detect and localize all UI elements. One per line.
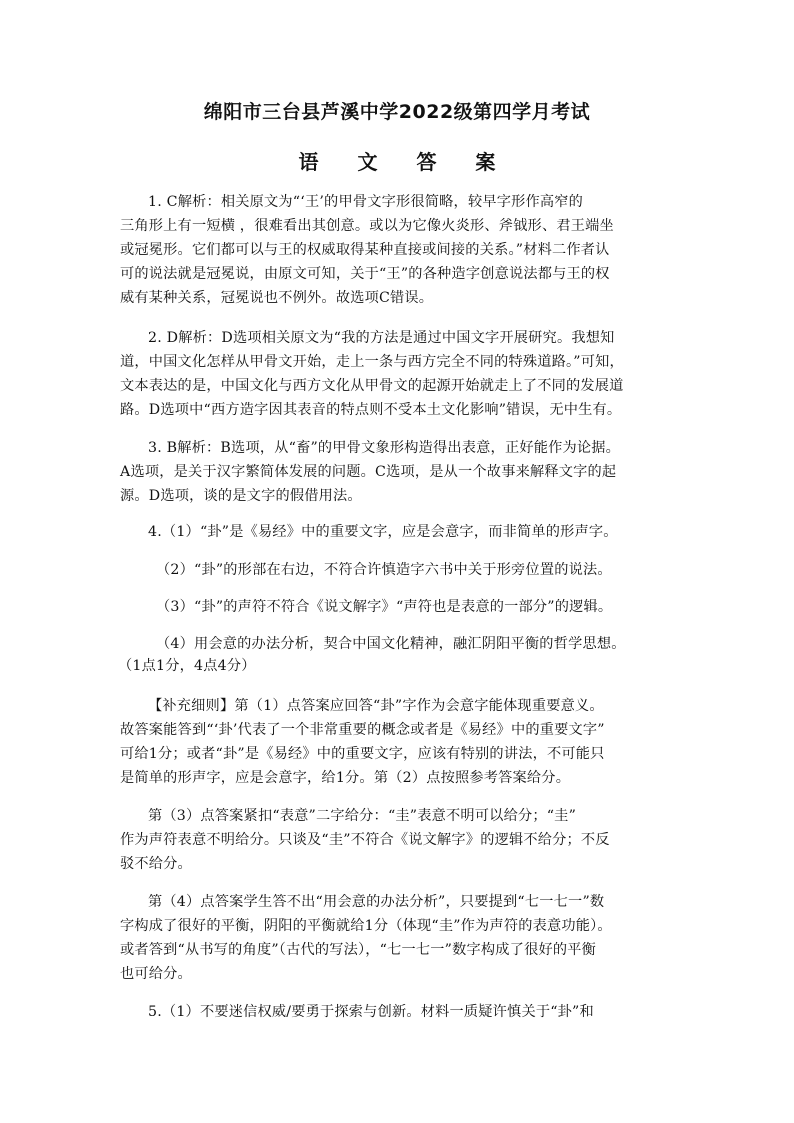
text-line: 也可给分。 xyxy=(120,966,192,982)
text-line: 字构成了很好的平衡，阴阳的平衡就给1分（体现“圭”作为声符的表意功能）。 xyxy=(120,918,612,934)
exam-title: 绵阳市三台县芦溪中学2022级第四学月考试 xyxy=(203,101,591,123)
text-line: 3. B解析：B选项，从“畜”的甲骨文象形构造得出表意，正好能作为论据。 xyxy=(148,440,621,456)
text-line: A选项，是关于汉字繁简体发展的问题。C选项，是从一个故事来解释文字的起 xyxy=(120,464,617,480)
text-line: 第（4）点答案学生答不出“用会意的办法分析”，只要提到“七一七一”数 xyxy=(148,894,605,910)
text-line: 作为声符表意不明给分。只谈及“圭”不符合《说文解字》的逻辑不给分；不反 xyxy=(120,832,610,848)
exam-subtitle: 语 文 答 案 xyxy=(298,150,512,174)
text-line: 三角形上有一短横 ，很难看出其创意。或以为它像火炎形、斧钺形、君王端坐 xyxy=(120,218,614,234)
text-line: 或冠冕形。它们都可以与王的权威取得某种直接或间接的关系。”材料二作者认 xyxy=(120,242,610,258)
text-line: 可给1分；或者“卦”是《易经》中的重要文字，应该有特别的讲法，不可能只 xyxy=(120,746,605,762)
text-line: （3）“卦”的声符不符合《说文解字》“声符也是表意的一部分”的逻辑。 xyxy=(156,599,613,615)
text-line: 4.（1）“卦”是《易经》中的重要文字，应是会意字，而非简单的形声字。 xyxy=(148,524,618,540)
text-line: 源。D选项，谈的是文字的假借用法。 xyxy=(120,488,362,504)
text-line: 1. C解析：相关原文为“‘王’的甲骨文字形很简略，较早字形作高窄的 xyxy=(148,194,584,210)
text-line: 是简单的形声字，应是会意字，给1分。第（2）点按照参考答案给分。 xyxy=(120,770,571,786)
text-line: 5.（1）不要迷信权威/要勇于探索与创新。材料一质疑许慎关于“卦”和 xyxy=(148,1004,594,1020)
text-line: （1点1分，4点4分） xyxy=(118,658,256,674)
text-line: 文本表达的是，中国文化与西方文化从甲骨文的起源开始就走上了不同的发展道 xyxy=(120,378,624,394)
text-line: 可的说法就是冠冕说，由原文可知，关于“王”的各种造字创意说法都与王的权 xyxy=(120,266,610,282)
text-line: 路。D选项中“西方造字因其表音的特点则不受本土文化影响”错误，无中生有。 xyxy=(120,402,622,418)
text-line: （4）用会意的办法分析，契合中国文化精神，融汇阴阳平衡的哲学思想。 xyxy=(156,636,626,652)
text-line: 驳不给分。 xyxy=(120,856,192,872)
text-line: 威有某种关系，冠冕说也不例外。故选项C错误。 xyxy=(120,290,434,306)
text-line: 2. D解析：D选项相关原文为“我的方法是通过中国文字开展研究。我想知 xyxy=(148,330,615,346)
text-line: 故答案能答到“‘卦’代表了一个非常重要的概念或者是《易经》中的重要文字” xyxy=(120,722,605,738)
text-line: （2）“卦”的形部在右边，不符合许慎造字六书中关于形旁位置的说法。 xyxy=(156,562,612,578)
text-line: 【补充细则】第（1）点答案应回答“卦”字作为会意字能体现重要意义。 xyxy=(148,698,604,714)
text-line: 第（3）点答案紧扣“表意”二字给分：“圭”表意不明可以给分；“圭” xyxy=(148,808,577,824)
text-line: 道，中国文化怎样从甲骨文开始，走上一条与西方完全不同的特殊道路。”可知， xyxy=(120,354,624,370)
text-line: 或者答到“从书写的角度”（古代的写法），“七一七一”数字构成了很好的平衡 xyxy=(120,942,597,958)
